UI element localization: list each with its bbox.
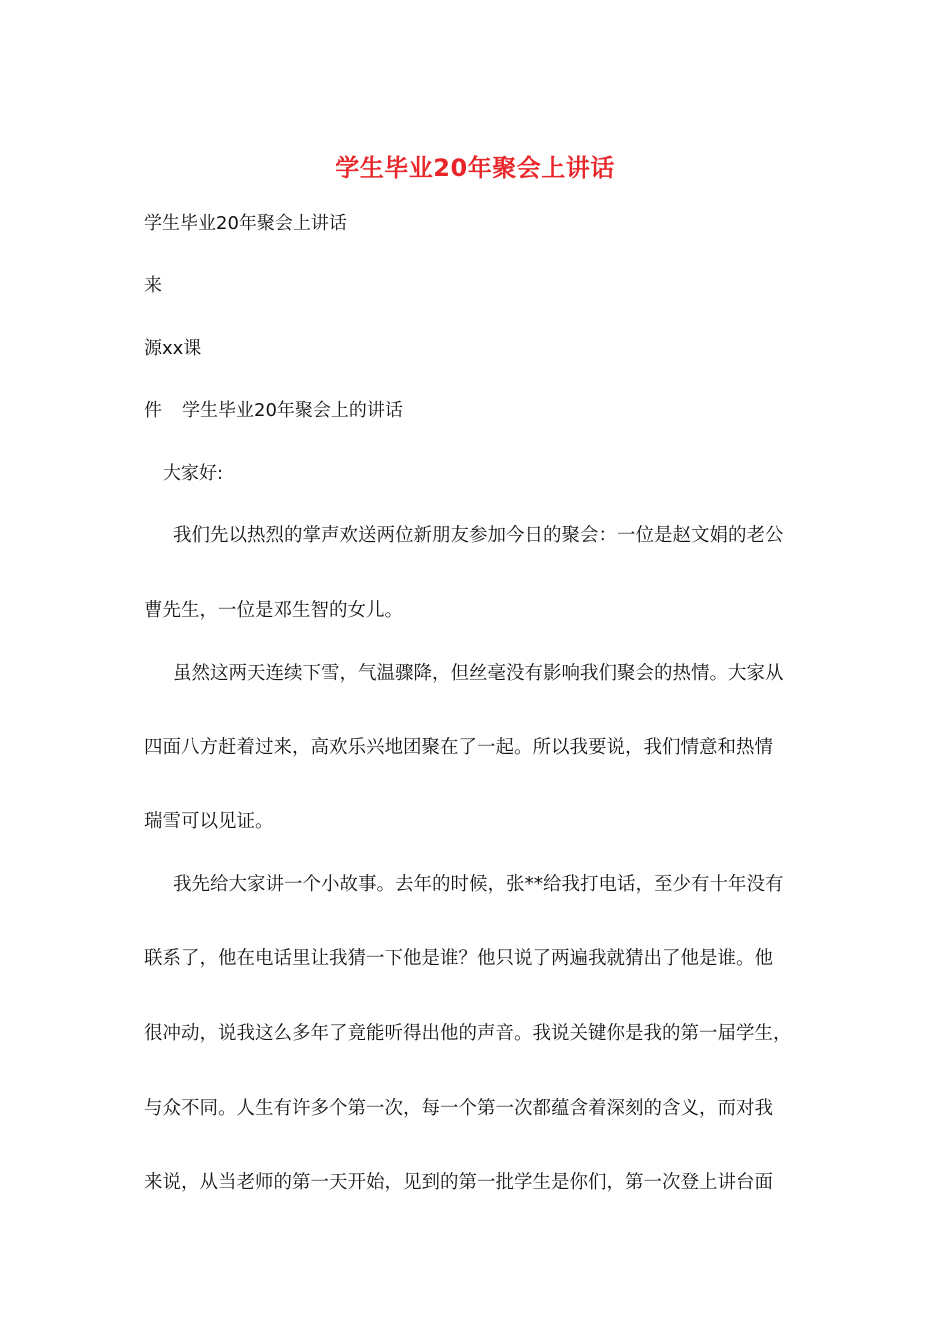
source-line-1: 来 <box>144 275 162 296</box>
paragraph-2-line-2: 四面八方赶着过来，高欢乐兴地团聚在了一起。所以我要说，我们情意和热情 <box>144 737 774 758</box>
paragraph-2-line-1: 虽然这两天连续下雪，气温骤降，但丝毫没有影响我们聚会的热情。大家从 <box>173 663 784 684</box>
paragraph-2-line-3: 瑞雪可以见证。 <box>144 811 274 832</box>
source-line-3 <box>144 397 403 425</box>
source-line-3-prefix: 件 <box>144 400 162 421</box>
paragraph-3-line-2: 联系了，他在电话里让我猜一下他是谁？他只说了两遍我就猜出了他是谁。他 <box>144 948 774 969</box>
paragraph-1-line-1: 我们先以热烈的掌声欢送两位新朋友参加今日的聚会：一位是赵文娟的老公 <box>173 525 784 546</box>
speech-subtitle: 学生毕业20年聚会上的讲话 <box>182 400 403 421</box>
paragraph-1-line-2: 曹先生，一位是邓生智的女儿。 <box>144 600 404 621</box>
paragraph-3-line-5: 来说，从当老师的第一天开始，见到的第一批学生是你们，第一次登上讲台面 <box>144 1172 774 1193</box>
greeting: 大家好: <box>163 463 224 484</box>
paragraph-3-line-3: 很冲动，说我这么多年了竟能听得出他的声音。我说关键你是我的第一届学生， <box>144 1023 792 1044</box>
subtitle-line: 学生毕业20年聚会上讲话 <box>144 213 347 234</box>
document-title: 学生毕业20年聚会上讲话 <box>335 154 615 182</box>
source-line-2: 源xx课 <box>144 338 202 359</box>
paragraph-3-line-4: 与众不同。人生有许多个第一次，每一个第一次都蕴含着深刻的含义，而对我 <box>144 1098 774 1119</box>
paragraph-3-line-1: 我先给大家讲一个小故事。去年的时候，张**给我打电话，至少有十年没有 <box>173 874 784 895</box>
